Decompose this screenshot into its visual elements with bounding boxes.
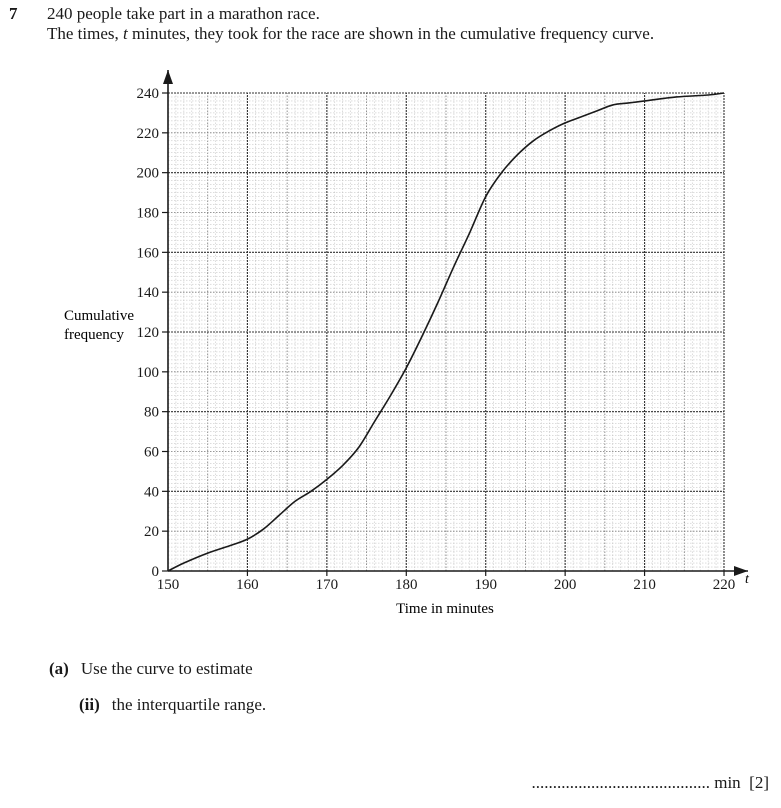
x-axis-label: Time in minutes — [396, 601, 494, 617]
y-axis-label-line-2: frequency — [64, 327, 124, 343]
x-tick-label: 190 — [474, 577, 497, 593]
part-a — [49, 659, 253, 679]
part-a-ii-label: (ii) — [79, 695, 100, 714]
x-tick-label: 150 — [156, 577, 180, 593]
part-a-text: Use the curve to estimate — [80, 659, 253, 678]
y-tick-label: 100 — [136, 364, 159, 381]
answer-marks: [2] — [749, 773, 769, 792]
x-axis-variable: t — [745, 572, 749, 587]
y-tick-label: 120 — [136, 325, 159, 341]
axes — [163, 70, 748, 576]
variable-t: t — [123, 24, 128, 43]
x-tick-label: 210 — [633, 577, 656, 593]
tick-labels — [137, 86, 736, 593]
y-tick-label: 20 — [144, 524, 159, 541]
y-axis-label-line-1: Cumulative — [64, 308, 134, 324]
part-a-label: (a) — [49, 659, 69, 678]
question-text-line-1: 240 people take part in a marathon race. — [47, 4, 320, 23]
y-tick-label: 140 — [136, 285, 159, 302]
question-text-part-1: The times, — [47, 24, 124, 43]
y-tick-label: 240 — [136, 86, 159, 102]
answer-unit: min — [714, 773, 741, 792]
question-number: 7 — [9, 4, 18, 23]
y-tick-label: 60 — [144, 444, 159, 461]
y-axis-arrow — [163, 70, 173, 84]
y-tick-label: 0 — [151, 564, 159, 580]
part-a-ii — [79, 695, 266, 715]
question-text-part-2: minutes, they took for the race are shown in the cumulative frequency curve. — [127, 24, 655, 43]
y-tick-label: 40 — [144, 484, 159, 501]
y-tick-label: 160 — [136, 245, 159, 262]
y-tick-label: 180 — [136, 205, 159, 222]
y-tick-label: 80 — [144, 404, 159, 421]
x-tick-label: 160 — [236, 577, 259, 593]
y-tick-label: 200 — [136, 165, 159, 182]
answer-line[interactable] — [531, 773, 769, 793]
x-tick-label: 220 — [712, 577, 736, 593]
x-tick-label: 200 — [553, 577, 577, 593]
x-tick-label: 180 — [395, 577, 418, 593]
part-a-ii-text: the interquartile range. — [111, 695, 267, 714]
x-tick-label: 170 — [315, 577, 339, 593]
answer-dots[interactable]: .......................................... — [531, 773, 710, 792]
y-tick-label: 220 — [136, 125, 159, 142]
